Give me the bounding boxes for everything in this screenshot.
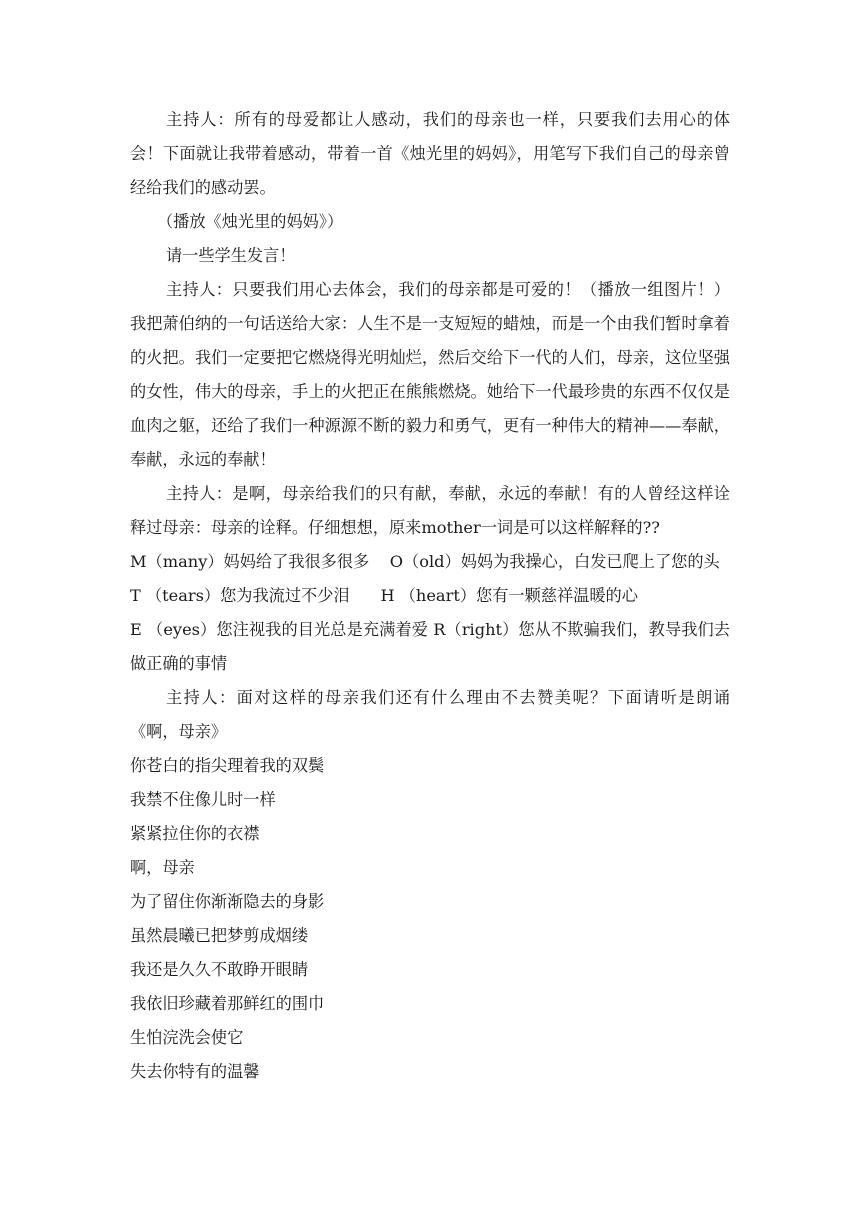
host-paragraph-2: 主持人：只要我们用心去体会，我们的母亲都是可爱的！（播放一组图片！）我把萧伯纳的一句话送给大家：人生不是一支短短的蜡烛，而是一个由我们暂时拿着的火把。我们一定要把它燃烧得光明灿烂，然后交给下一代的人们，母亲，这位坚强的女性，伟大的母亲，手上的火把正在熊熊燃烧。她给下一代最珍贵的东西不仅仅是血肉之躯，还给了我们一种源源不断的毅力和勇气，更有一种伟大的精神——奉献，奉献，永远的奉献！ [130, 280, 730, 469]
poem-line: 为了留住你渐渐隐去的身影 [130, 892, 325, 911]
host-paragraph-4: 主持人：面对这样的母亲我们还有什么理由不去赞美呢？下面请听是朗诵《啊，母亲》 [130, 688, 730, 741]
poem-line: 失去你特有的温馨 [130, 1062, 260, 1081]
stage-direction: （播放《烛光里的妈妈》） [157, 212, 344, 231]
poem [130, 749, 730, 1089]
poem-line: 你苍白的指尖理着我的双鬓 [130, 756, 325, 775]
poem-line: 虽然晨曦已把梦剪成烟缕 [130, 926, 309, 945]
document-page [130, 103, 730, 1089]
poem-line: 我还是久久不敢睁开眼睛 [130, 960, 309, 979]
poem-line: 我禁不住像儿时一样 [130, 790, 276, 809]
mother-acrostic-e-r: E （eyes）您注视我的目光总是充满着爱 R（right）您从不欺骗我们，教导我们去做正确的事情 [130, 620, 730, 673]
poem-line: 生怕浣洗会使它 [130, 1028, 244, 1047]
host-paragraph-3: 主持人：是啊，母亲给我们的只有献，奉献，永远的奉献！有的人曾经这样诠释过母亲：母亲的诠释。仔细想想，原来mother一词是可以这样解释的?? [130, 484, 730, 537]
mother-acrostic-m-o: M（many）妈妈给了我很多很多 O（old）妈妈为我操心，白发已爬上了您的头 [130, 552, 720, 571]
poem-line: 紧紧拉住你的衣襟 [130, 824, 260, 843]
poem-line: 我依旧珍藏着那鲜红的围巾 [130, 994, 325, 1013]
poem-line: 啊，母亲 [130, 858, 195, 877]
host-paragraph-1: 主持人：所有的母爱都让人感动，我们的母亲也一样，只要我们去用心的体会！下面就让我带着感动，带着一首《烛光里的妈妈》，用笔写下我们自己的母亲曾经给我们的感动罢。 [130, 110, 730, 197]
mother-acrostic-t-h: T （tears）您为我流过不少泪 H （heart）您有一颗慈祥温暖的心 [130, 586, 638, 605]
student-speech-note: 请一些学生发言！ [166, 246, 296, 265]
